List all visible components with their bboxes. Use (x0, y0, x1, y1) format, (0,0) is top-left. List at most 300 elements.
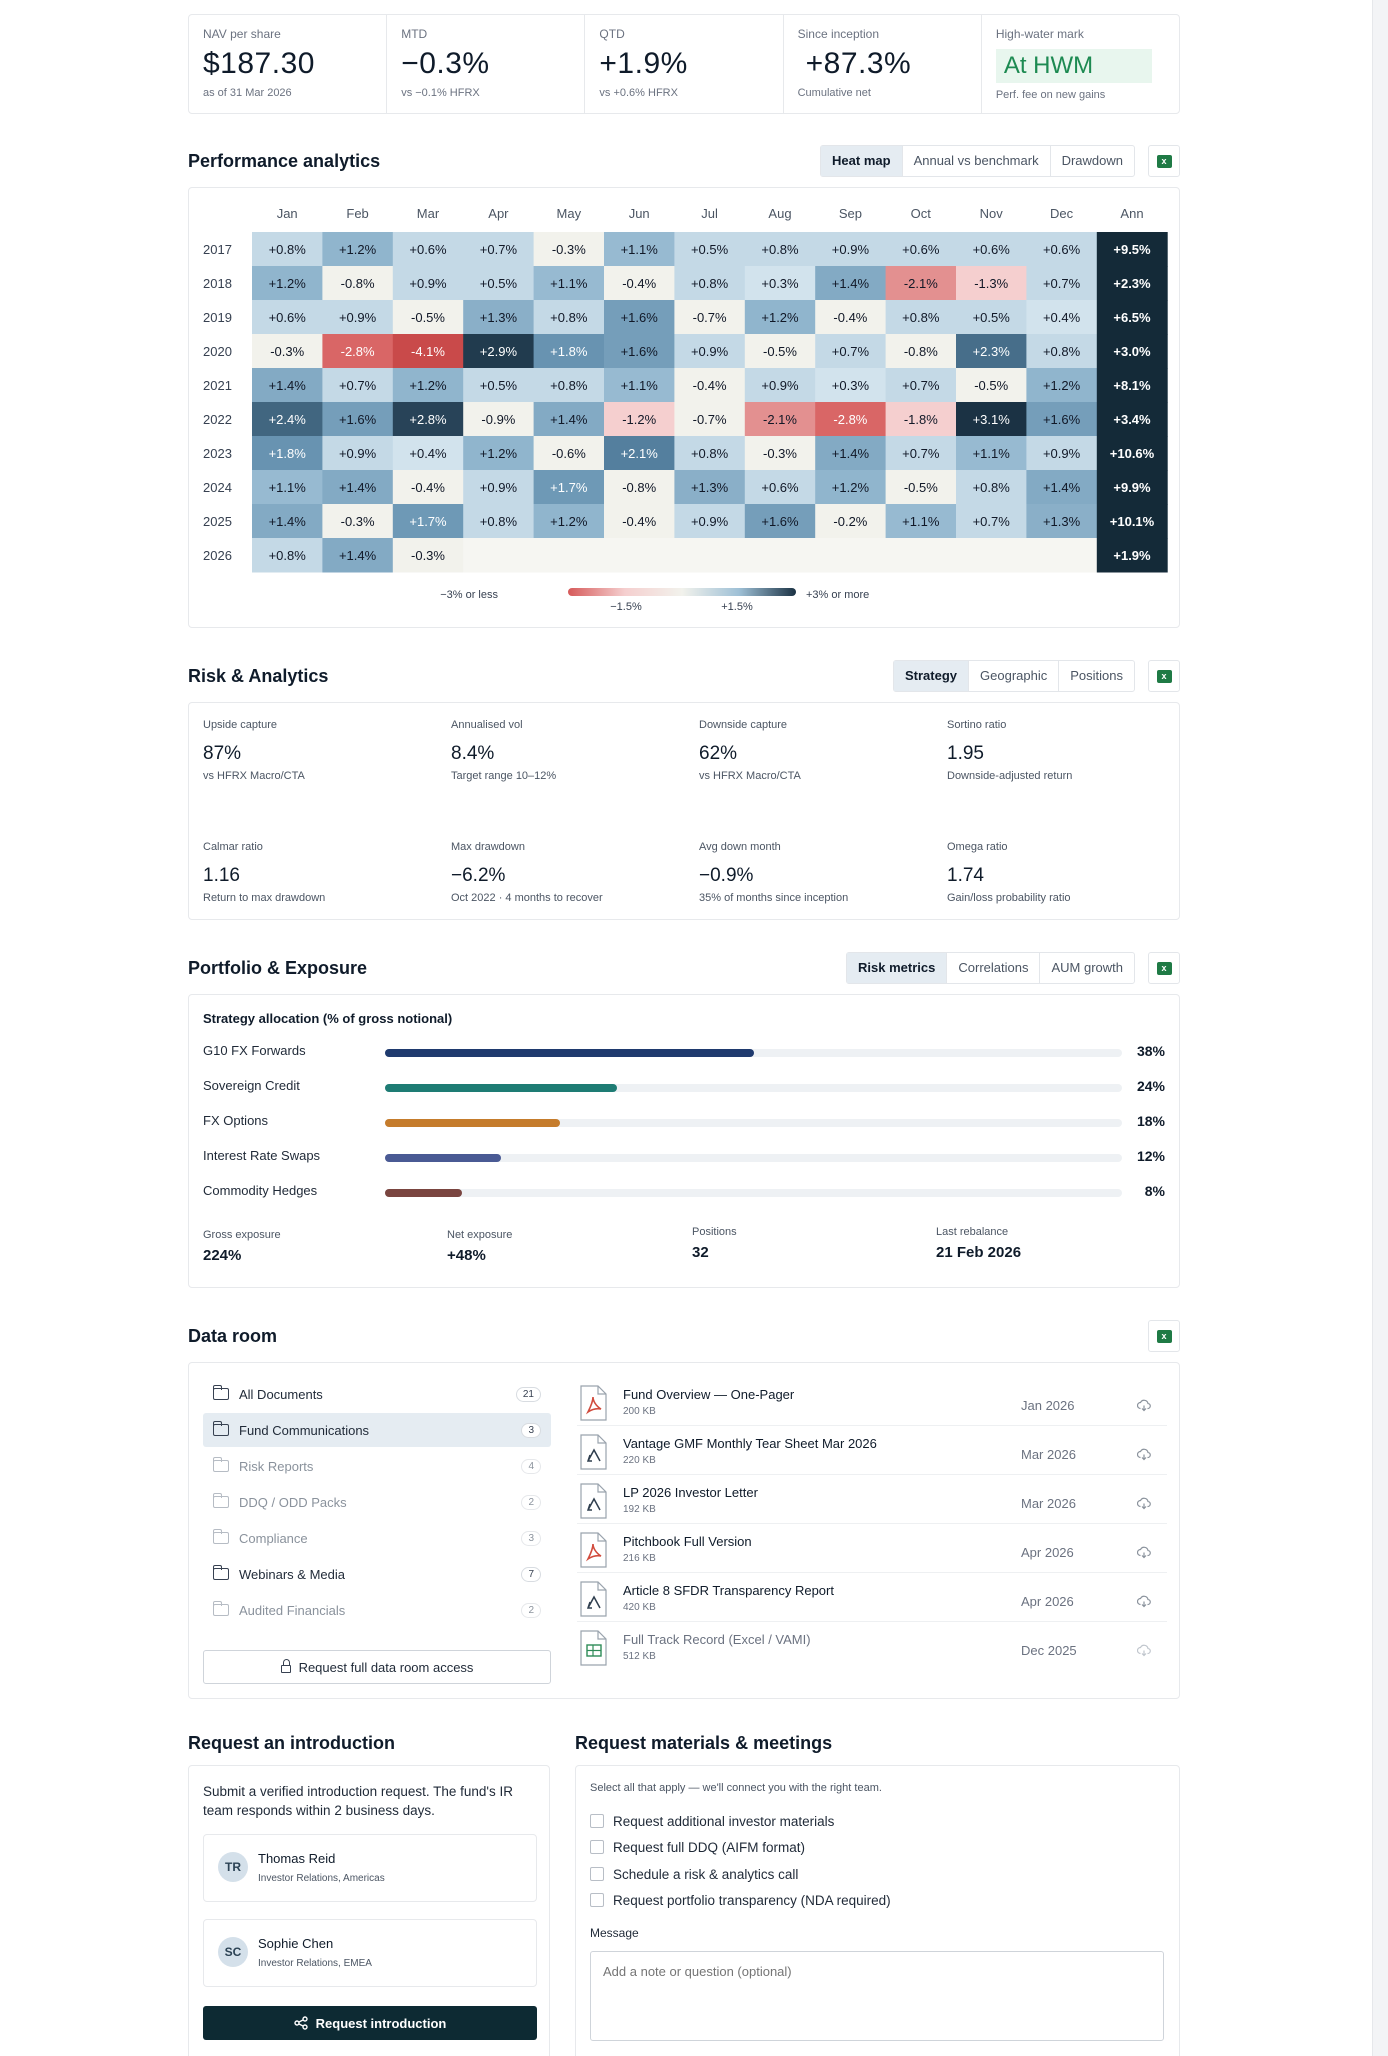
allocation-bar (385, 1119, 560, 1127)
heatmap-cell-label: +0.9% (831, 242, 870, 257)
tab-risk-metrics[interactable]: Risk metrics (847, 953, 947, 983)
risk-tile-sub: Target range 10–12% (451, 770, 557, 782)
heatmap-cell-label: -2.1% (903, 276, 938, 291)
kpi-label: NAV per share (203, 27, 281, 41)
heatmap-cell-label: +1.1% (902, 514, 940, 529)
risk-tile-sub: Return to max drawdown (203, 892, 326, 904)
risk-tile-label: Upside capture (203, 719, 277, 731)
column-header: Jul (701, 206, 718, 221)
stat-label: Net exposure (447, 1229, 513, 1241)
folder-count: 7 (521, 1567, 541, 1582)
heatmap-cell-label: +1.2% (409, 378, 447, 393)
folder-name: Risk Reports (239, 1458, 314, 1474)
avatar: TR (218, 1852, 248, 1882)
row-header: 2017 (203, 242, 232, 257)
heatmap-cell-label: +2.4% (268, 412, 306, 427)
heatmap-cell-label: +0.8% (268, 548, 306, 563)
heatmap-cell-label: -0.2% (833, 514, 868, 529)
allocation-bar (385, 1154, 501, 1162)
heatmap-cell-label: -0.4% (622, 276, 657, 291)
request-data-room-access-button[interactable] (203, 1650, 551, 1684)
column-header: Nov (979, 206, 1003, 221)
contact-name: Sophie Chen (258, 1936, 334, 1951)
section-title-materials: Request materials & meetings (575, 1733, 833, 1753)
folder-fund-communications[interactable] (203, 1413, 551, 1447)
column-header: Apr (488, 206, 509, 221)
heatmap-cell-label: -0.4% (833, 310, 868, 325)
heatmap-cell-label: -0.6% (551, 446, 586, 461)
allocation-bar (385, 1084, 617, 1092)
heatmap-cell-label: +2.9% (479, 344, 518, 359)
risk-tabs (893, 660, 1135, 692)
pdf-icon (579, 1532, 609, 1568)
risk-tile-label: Calmar ratio (203, 841, 263, 853)
heatmap-cell-label: +0.6% (1042, 242, 1081, 257)
heatmap-cell (463, 538, 534, 573)
download-icon[interactable] (1137, 1546, 1151, 1560)
section-title-risk: Risk & Analytics (188, 666, 329, 686)
spreadsheet-icon (579, 1630, 609, 1666)
heatmap-cell-label: +0.9% (690, 514, 729, 529)
stat-gross-exposure (203, 1229, 281, 1264)
folder-webinars-media[interactable] (203, 1557, 551, 1591)
avatar: SC (218, 1937, 248, 1967)
heatmap-cell-label: +10.1% (1109, 514, 1155, 529)
allocation-row (203, 1043, 1165, 1063)
contact-role: Investor Relations, Americas (258, 1873, 385, 1884)
kpi-since-inception (784, 15, 982, 113)
allocation-track (385, 1189, 1122, 1197)
row-header: 2022 (203, 412, 232, 427)
allocation-label: Commodity Hedges (203, 1183, 318, 1198)
heatmap-cell-label: +0.8% (690, 446, 729, 461)
export-excel-button[interactable] (1148, 1320, 1180, 1352)
risk-tile-sub: Gain/loss probability ratio (947, 892, 1071, 904)
row-header: 2021 (203, 378, 232, 393)
heatmap-cell-label: -0.5% (903, 480, 938, 495)
heatmap-cell-label: +1.8% (268, 446, 306, 461)
heatmap-cell-label: +1.6% (761, 514, 799, 529)
heatmap-cell-label: +0.5% (972, 310, 1010, 325)
kpi-nav (189, 15, 387, 113)
export-excel-button[interactable] (1148, 660, 1180, 692)
tab-drawdown[interactable]: Drawdown (1061, 153, 1123, 168)
heatmap-cell-label: +6.5% (1113, 310, 1151, 325)
heatmap-cell-label: +1.4% (268, 378, 306, 393)
folder-name: All Documents (239, 1386, 323, 1402)
heatmap-cell-label: +1.4% (338, 480, 377, 495)
allocation-track (385, 1119, 1122, 1127)
checkbox[interactable] (590, 1867, 604, 1881)
folder-risk-reports[interactable] (203, 1449, 551, 1483)
materials-card (575, 1765, 1180, 2056)
allocation-bar (385, 1189, 462, 1197)
heatmap-cell-label: +0.8% (550, 378, 588, 393)
heatmap-cell-label: +1.6% (1042, 412, 1081, 427)
heatmap-cell-label: +0.5% (690, 242, 729, 257)
heatmap-cell (1026, 538, 1097, 573)
heatmap-cell-label: -0.8% (622, 480, 657, 495)
request-introduction-label: Request introduction (315, 2015, 447, 2031)
heatmap-cell-label: -4.1% (411, 344, 445, 359)
heatmap-cell-label: +0.3% (831, 378, 870, 393)
risk-tile-avg-down-month (699, 841, 929, 904)
allocation-percent: 24% (1136, 1078, 1165, 1094)
allocation-track (385, 1084, 1122, 1092)
risk-tile-value: 87% (203, 743, 242, 764)
column-header: Jan (276, 206, 298, 221)
download-icon[interactable] (1137, 1595, 1151, 1609)
tab-geographic[interactable]: Geographic (969, 661, 1059, 691)
heatmap-cell-label: +0.9% (338, 310, 377, 325)
file-row[interactable] (577, 1426, 1167, 1475)
column-header: Mar (416, 206, 440, 221)
checkbox-risk-call[interactable] (590, 1865, 798, 1883)
heatmap-cell-label: +1.7% (550, 480, 588, 495)
heatmap-cell-label: +1.4% (1042, 480, 1081, 495)
heatmap-cell-label: +0.6% (902, 242, 940, 257)
heatmap-cell-label: +1.1% (268, 480, 306, 495)
folder-all-documents[interactable] (203, 1377, 551, 1411)
heatmap-cell-label: +0.4% (1042, 310, 1081, 325)
tab-correlations[interactable]: Correlations (947, 953, 1040, 983)
checkbox-label: Schedule a risk & analytics call (613, 1866, 799, 1882)
checkbox[interactable] (590, 1814, 604, 1828)
risk-tile-value: 1.95 (947, 743, 984, 764)
column-header: Jun (628, 206, 650, 221)
checkbox-additional-materials[interactable] (590, 1812, 834, 1830)
kpi-sub: as of 31 Mar 2026 (203, 87, 292, 99)
heatmap-cell-label: +0.7% (902, 378, 940, 393)
risk-tile-label: Avg down month (699, 841, 781, 853)
file-date: Mar 2026 (1021, 1447, 1076, 1462)
file-date: Apr 2026 (1021, 1594, 1074, 1609)
heatmap-cell-label: +1.2% (479, 446, 518, 461)
heatmap-cell-label: +1.4% (831, 446, 870, 461)
heatmap-cell-label: +1.2% (338, 242, 377, 257)
heatmap-cell-label: +2.3% (972, 344, 1010, 359)
row-header: 2026 (203, 548, 232, 563)
column-header: Aug (768, 206, 792, 221)
heatmap-card (188, 187, 1180, 628)
heatmap-cell-label: +0.8% (690, 276, 729, 291)
file-name: Pitchbook Full Version (623, 1534, 752, 1549)
heatmap-cell-label: +1.4% (338, 548, 377, 563)
heatmap-cell-label: +0.9% (338, 446, 377, 461)
download-icon[interactable] (1137, 1448, 1151, 1462)
heatmap-cell-label: +0.7% (972, 514, 1010, 529)
column-header: May (556, 206, 582, 221)
file-row[interactable] (577, 1622, 1167, 1671)
kpi-sub: vs −0.1% HFRX (401, 87, 480, 99)
heatmap-cell-label: +0.4% (409, 446, 447, 461)
risk-tile-label: Annualised vol (451, 719, 523, 731)
heatmap-cell-label: +1.6% (620, 310, 658, 325)
request-access-label: Request full data room access (298, 1659, 474, 1675)
section-title-portfolio: Portfolio & Exposure (188, 958, 368, 978)
heatmap-cell-label: -0.7% (692, 412, 727, 427)
heatmap-cell-label: +0.6% (409, 242, 447, 257)
heatmap-cell-label: -0.7% (692, 310, 727, 325)
share-icon (294, 2016, 308, 2030)
heatmap-cell-label: +1.6% (620, 344, 658, 359)
file-size: 192 KB (623, 1504, 656, 1515)
checkbox[interactable] (590, 1893, 604, 1907)
column-header: Feb (346, 206, 369, 221)
heatmap-cell-label: +0.9% (761, 378, 799, 393)
heatmap-cell-label: +0.9% (690, 344, 729, 359)
document-icon (579, 1483, 609, 1519)
tab-strategy[interactable]: Strategy (894, 661, 969, 691)
heatmap-cell-label: -0.3% (551, 242, 586, 257)
heatmap-cell-label: -1.3% (974, 276, 1009, 291)
file-row[interactable] (577, 1524, 1167, 1573)
heatmap-cell-label: +0.5% (479, 276, 518, 291)
checkbox-portfolio-transparency[interactable] (590, 1891, 891, 1909)
folder-audited-financials[interactable] (203, 1593, 551, 1627)
heatmap-cell-label: +1.1% (620, 242, 658, 257)
stat-label: Last rebalance (936, 1226, 1009, 1238)
heatmap-cell-label: +0.7% (1042, 276, 1081, 291)
kpi-value: +1.9% (599, 47, 688, 80)
tab-positions[interactable]: Positions (1070, 668, 1123, 683)
heatmap-cell-label: +0.9% (479, 480, 518, 495)
stat-positions (692, 1226, 737, 1261)
heatmap-cell-label: +1.6% (338, 412, 377, 427)
allocation-label: FX Options (203, 1113, 269, 1128)
risk-tile-value: 62% (699, 743, 738, 764)
heatmap-cell-label: -0.3% (270, 344, 305, 359)
row-header: 2025 (203, 514, 232, 529)
allocation-percent: 18% (1136, 1113, 1165, 1129)
file-date: Jan 2026 (1021, 1398, 1075, 1413)
kpi-hwm (982, 15, 1179, 113)
kpi-label: QTD (599, 27, 625, 41)
heatmap-cell-label: +3.0% (1113, 344, 1151, 359)
risk-tile-sub: Downside-adjusted return (947, 770, 1073, 782)
file-row[interactable] (577, 1377, 1167, 1426)
folder-count: 4 (521, 1459, 541, 1474)
risk-tile-max-drawdown (451, 841, 681, 904)
file-name: Vantage GMF Monthly Tear Sheet Mar 2026 (623, 1436, 877, 1451)
file-row[interactable] (577, 1475, 1167, 1524)
heatmap-cell-label: +0.8% (761, 242, 799, 257)
legend-min-label: −3% or less (440, 589, 498, 601)
heatmap-cell-label: +1.2% (1042, 378, 1081, 393)
risk-tile-sub: vs HFRX Macro/CTA (203, 770, 305, 782)
heatmap-cell-label: +0.9% (409, 276, 447, 291)
checkbox-label: Request additional investor materials (613, 1813, 835, 1829)
folder-icon (213, 1604, 229, 1616)
heatmap-cell-label: +1.8% (550, 344, 588, 359)
document-icon (579, 1434, 609, 1470)
heatmap-cell-label: +0.3% (761, 276, 799, 291)
file-name: LP 2026 Investor Letter (623, 1485, 758, 1500)
folder-ddq-odd-packs[interactable] (203, 1485, 551, 1519)
allocation-title: Strategy allocation (% of gross notional) (203, 1011, 453, 1026)
heatmap-cell-label: -0.5% (763, 344, 797, 359)
allocation-track (385, 1154, 1122, 1162)
folder-count: 3 (521, 1531, 541, 1546)
heatmap-cell-label: -2.8% (833, 412, 868, 427)
heatmap-cell-label: -0.3% (411, 548, 445, 563)
heatmap-cell-label: +1.2% (268, 276, 306, 291)
heatmap-cell-label: +1.3% (1042, 514, 1081, 529)
excel-icon: x (1157, 155, 1172, 168)
risk-tile-value: −6.2% (451, 865, 506, 886)
portfolio-card (188, 994, 1180, 1288)
heatmap-cell-label: +3.4% (1113, 412, 1151, 427)
performance-tabs (820, 145, 1135, 177)
pdf-icon (579, 1385, 609, 1421)
heatmap-cell-label: +0.7% (831, 344, 870, 359)
intro-card (188, 1765, 550, 2056)
download-icon[interactable] (1137, 1497, 1151, 1511)
heatmap-cell (886, 538, 957, 573)
tab-aum-growth[interactable]: AUM growth (1051, 960, 1123, 975)
heatmap-cell-label: -0.3% (340, 514, 375, 529)
intro-text: Submit a verified introduction request. The fund's IR team responds within 2 business days. (203, 1784, 513, 1818)
document-icon (579, 1581, 609, 1617)
heatmap-cell-label: -0.3% (763, 446, 797, 461)
heatmap-cell-label: +1.3% (479, 310, 518, 325)
export-excel-button[interactable] (1148, 952, 1180, 984)
file-name: Fund Overview — One-Pager (623, 1387, 795, 1402)
allocation-percent: 8% (1144, 1183, 1165, 1199)
download-icon[interactable] (1137, 1399, 1151, 1413)
kpi-mtd (387, 15, 585, 113)
kpi-sub: vs +0.6% HFRX (599, 87, 678, 99)
row-header: 2020 (203, 344, 232, 359)
allocation-label: G10 FX Forwards (203, 1043, 306, 1058)
scrollbar[interactable] (1372, 0, 1388, 2056)
allocation-row (203, 1148, 1165, 1168)
risk-tile-sub: Oct 2022 · 4 months to recover (451, 892, 603, 904)
heatmap-cell-label: +0.7% (479, 242, 518, 257)
folder-count: 2 (521, 1495, 541, 1510)
folder-icon (213, 1460, 229, 1472)
folder-compliance[interactable] (203, 1521, 551, 1555)
risk-tile-label: Omega ratio (947, 841, 1008, 853)
legend-gradient-bar (568, 588, 796, 596)
heatmap-cell-label: +1.2% (550, 514, 588, 529)
risk-tile-upside-capture (203, 719, 433, 782)
download-icon[interactable] (1137, 1644, 1151, 1658)
kpi-label: Since inception (797, 27, 879, 41)
heatmap-cell-label: -1.2% (622, 412, 657, 427)
column-header: Oct (910, 206, 931, 221)
risk-tile-label: Max drawdown (451, 841, 525, 853)
heatmap-cell-label: +1.4% (550, 412, 588, 427)
column-header: Ann (1120, 206, 1144, 221)
row-header: 2018 (203, 276, 232, 291)
heatmap-cell-label: +2.8% (409, 412, 447, 427)
heatmap-cell-label: +0.6% (761, 480, 799, 495)
checkbox-full-ddq[interactable] (590, 1838, 805, 1856)
heatmap-cell-label: +1.3% (690, 480, 729, 495)
heatmap-chart (189, 188, 1179, 627)
stat-label: Gross exposure (203, 1229, 281, 1241)
excel-icon: x (1157, 1330, 1172, 1343)
contact-card[interactable] (203, 1834, 537, 1902)
risk-tile-value: −0.9% (699, 865, 754, 886)
heatmap-cell-label: +8.1% (1113, 378, 1151, 393)
heatmap-cell-label: +0.8% (972, 480, 1010, 495)
lock-icon (281, 1665, 291, 1673)
file-size: 512 KB (623, 1651, 656, 1662)
file-name: Full Track Record (Excel / VAMI) (623, 1632, 811, 1647)
allocation-percent: 12% (1136, 1148, 1165, 1164)
heatmap-cell-label: -0.8% (340, 276, 375, 291)
kpi-sub: Perf. fee on new gains (995, 89, 1106, 101)
materials-hint: Select all that apply — we'll connect you with the right team. (590, 1782, 882, 1794)
heatmap-cell-label: +3.1% (972, 412, 1010, 427)
contact-role: Investor Relations, EMEA (258, 1958, 372, 1969)
allocation-row (203, 1113, 1165, 1133)
heatmap-cell-label: +0.5% (479, 378, 518, 393)
risk-card (188, 702, 1180, 920)
tab-heat-map[interactable]: Heat map (821, 146, 903, 176)
row-header: 2023 (203, 446, 232, 461)
risk-tile-calmar (203, 841, 433, 904)
allocation-bar (385, 1049, 754, 1057)
allocation-track (385, 1049, 1122, 1057)
folder-name: DDQ / ODD Packs (239, 1494, 347, 1510)
heatmap-cell-label: +10.6% (1109, 446, 1155, 461)
folder-icon (213, 1388, 229, 1400)
request-introduction-button[interactable] (203, 2006, 537, 2040)
kpi-label: MTD (401, 27, 428, 41)
heatmap-cell-label: -2.1% (763, 412, 797, 427)
stat-last-rebalance (936, 1226, 1021, 1261)
checkbox[interactable] (590, 1840, 604, 1854)
risk-tile-sub: vs HFRX Macro/CTA (699, 770, 801, 782)
stat-value: 32 (692, 1244, 709, 1261)
heatmap-cell-label: +0.7% (338, 378, 377, 393)
risk-tile-downside-capture (699, 719, 929, 782)
file-name: Article 8 SFDR Transparency Report (623, 1583, 834, 1598)
heatmap-cell-label: -0.5% (411, 310, 445, 325)
contact-card[interactable] (203, 1919, 537, 1987)
risk-tile-label: Downside capture (699, 719, 788, 731)
heatmap-cell-label: +1.7% (409, 514, 447, 529)
stat-value: 224% (203, 1247, 242, 1264)
row-header: 2019 (203, 310, 232, 325)
portfolio-tabs (846, 952, 1135, 984)
stat-value: +48% (447, 1247, 486, 1264)
heatmap-cell-label: +0.9% (1042, 446, 1081, 461)
folder-icon (213, 1496, 229, 1508)
folder-count: 3 (521, 1423, 541, 1438)
file-size: 200 KB (623, 1406, 656, 1417)
file-row[interactable] (577, 1573, 1167, 1622)
column-header: Dec (1050, 206, 1074, 221)
export-excel-button[interactable] (1148, 145, 1180, 177)
heatmap-cell-label: +0.7% (902, 446, 940, 461)
legend-max-label: +3% or more (806, 589, 870, 601)
heatmap-cell-label: +1.4% (268, 514, 306, 529)
message-textarea[interactable] (590, 1951, 1164, 2041)
heatmap-cell-label: +0.6% (972, 242, 1010, 257)
heatmap-cell-label: -1.8% (903, 412, 938, 427)
heatmap-cell-label: +1.2% (831, 480, 870, 495)
heatmap-cell-label: +1.9% (1113, 548, 1151, 563)
tab-annual-vs-benchmark[interactable]: Annual vs benchmark (903, 146, 1051, 176)
heatmap-cell (674, 538, 745, 573)
folder-name: Fund Communications (239, 1422, 370, 1438)
risk-tile-label: Sortino ratio (947, 719, 1007, 731)
checkbox-label: Request full DDQ (AIFM format) (613, 1839, 806, 1855)
